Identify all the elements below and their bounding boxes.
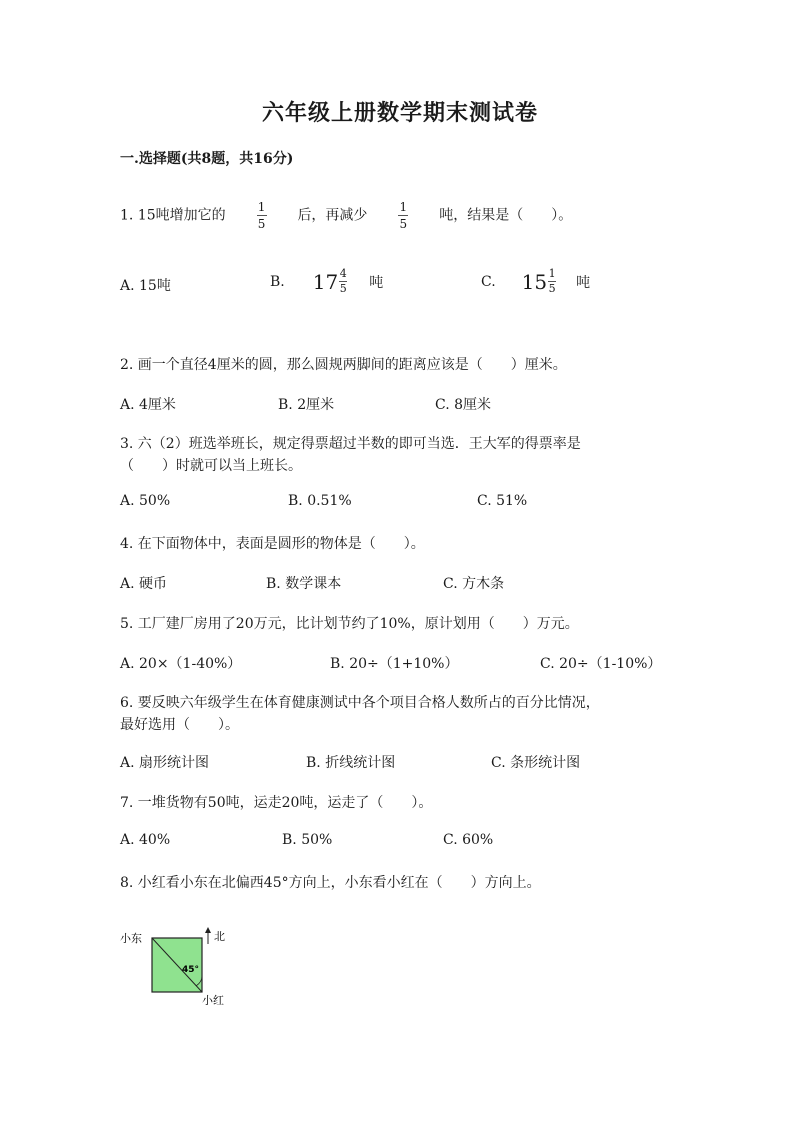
- option-unit: 吨: [369, 274, 384, 291]
- fraction-denominator: 5: [339, 282, 347, 295]
- question-4: 4. 在下面物体中，表面是圆形的物体是（ ）。: [120, 536, 425, 552]
- fraction-denominator: 5: [548, 282, 556, 295]
- question-6-option-a: A. 扇形统计图: [120, 755, 210, 771]
- question-3-option-b: B. 0.51%: [288, 493, 352, 509]
- fraction-denominator: 5: [257, 217, 266, 231]
- question-7-option-a: A. 40%: [120, 832, 171, 848]
- option-label: C.: [481, 273, 496, 290]
- question-4-option-a: A. 硬币: [120, 576, 168, 592]
- fraction-bar: [398, 215, 408, 216]
- fraction-numerator: 1: [548, 267, 556, 280]
- label-xiaodong: 小东: [120, 932, 142, 945]
- direction-figure: [118, 924, 248, 1010]
- question-3: 3. 六（2）班选举班长，规定得票超过半数的即可当选．王大军的得票率是: [120, 436, 581, 452]
- fraction-denominator: 5: [399, 217, 408, 231]
- option-unit: 吨: [576, 274, 591, 291]
- question-6-line-2: 最好选用（ ）。: [120, 717, 239, 733]
- question-2-option-a: A. 4厘米: [120, 397, 176, 413]
- question-5-option-b: B. 20÷（1+10%）: [330, 656, 459, 672]
- question-1-option-a: A. 15吨: [120, 278, 171, 294]
- mixed-number: [522, 268, 556, 295]
- question-6-option-b: B. 折线统计图: [306, 755, 396, 771]
- fraction-numerator: 1: [257, 200, 266, 214]
- page-title: 六年级上册数学期末测试卷: [261, 100, 538, 126]
- question-1-fraction-1: [257, 200, 267, 231]
- question-6-option-c: C. 条形统计图: [491, 755, 581, 771]
- label-north: 北: [214, 930, 225, 943]
- question-4-option-b: B. 数学课本: [266, 576, 342, 592]
- option-label: B.: [270, 273, 285, 290]
- section-heading: 一.选择题(共8题，共16分): [120, 151, 294, 167]
- label-angle: 45°: [182, 965, 200, 975]
- question-1-option-b: [270, 268, 383, 295]
- question-7-option-b: B. 50%: [282, 832, 333, 848]
- question-3-line-2: （ ）时就可以当上班长。: [120, 458, 302, 474]
- mixed-whole: 17: [312, 269, 339, 294]
- mixed-fraction: [548, 268, 556, 295]
- question-1-option-c: [481, 268, 590, 295]
- question-3-option-c: C. 51%: [477, 493, 528, 509]
- mixed-number: [313, 268, 347, 295]
- fraction-numerator: 1: [399, 200, 408, 214]
- question-1-prefix: 1. 15吨增加它的: [120, 207, 226, 224]
- question-7-option-c: C. 60%: [443, 832, 494, 848]
- question-1: [120, 200, 572, 231]
- question-4-option-c: C. 方木条: [443, 576, 505, 592]
- label-xiaohong: 小红: [202, 994, 224, 1007]
- question-7: 7. 一堆货物有50吨，运走20吨，运走了（ ）。: [120, 795, 433, 811]
- question-5-option-a: A. 20×（1-40%）: [120, 656, 242, 672]
- question-8: 8. 小红看小东在北偏西45°方向上，小东看小红在（ ）方向上。: [120, 875, 541, 891]
- question-1-fraction-2: [398, 200, 408, 231]
- question-1-mid: 后，再减少: [297, 207, 368, 224]
- fraction-bar: [257, 215, 267, 216]
- question-2-option-b: B. 2厘米: [278, 397, 335, 413]
- question-2-option-c: C. 8厘米: [435, 397, 492, 413]
- mixed-whole: 15: [521, 269, 548, 294]
- fraction-numerator: 4: [339, 267, 347, 280]
- north-arrow-icon: [205, 927, 211, 933]
- question-5: 5. 工厂建厂房用了20万元，比计划节约了10%，原计划用（ ）万元。: [120, 616, 579, 632]
- question-2: 2. 画一个直径4厘米的圆，那么圆规两脚间的距离应该是（ ）厘米。: [120, 357, 567, 373]
- question-6: 6. 要反映六年级学生在体育健康测试中各个项目合格人数所占的百分比情况，: [120, 695, 600, 711]
- mixed-fraction: [339, 268, 347, 295]
- question-1-suffix: 吨，结果是（ ）。: [439, 207, 573, 224]
- question-3-option-a: A. 50%: [120, 493, 171, 509]
- question-5-option-c: C. 20÷（1-10%）: [540, 656, 662, 672]
